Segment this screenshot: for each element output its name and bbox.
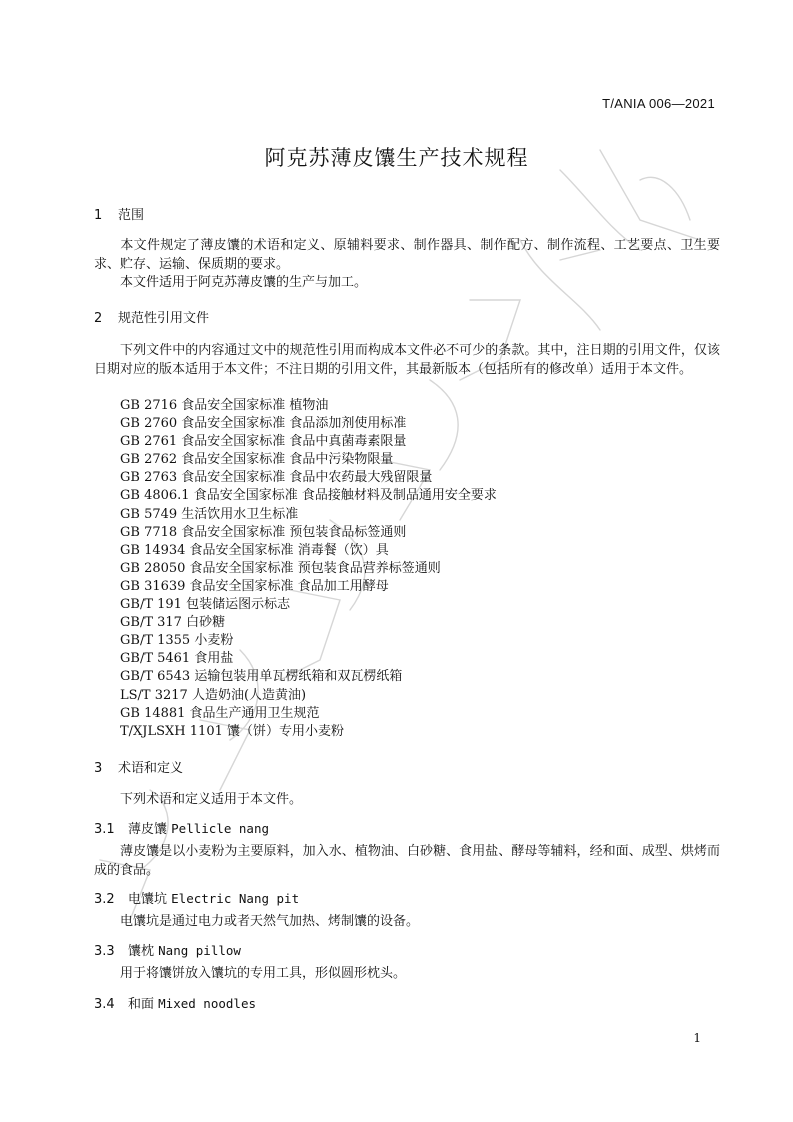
reference-item: T/XJLSXH 1101 馕（饼）专用小麦粉	[120, 723, 344, 739]
term-cn: 和面	[128, 997, 155, 1012]
reference-item: GB 2760 食品安全国家标准 食品添加剂使用标准	[120, 416, 407, 432]
term-en: Electric Nang pit	[171, 891, 300, 906]
term-en: Pellicle nang	[171, 821, 269, 836]
term-3-1-definition: 薄皮馕是以小麦粉为主要原料，加入水、植物油、白砂糖、食用盐、酵母等辅料，经和面、成型、烘烤而成的食品。	[94, 844, 720, 878]
reference-item: GB 7718 食品安全国家标准 预包装食品标签通则	[120, 524, 407, 540]
section-title: 规范性引用文件	[118, 311, 210, 326]
section-number: 1	[94, 208, 103, 223]
standard-code: T/ANIA 006—2021	[602, 96, 715, 111]
reference-item: GB 2763 食品安全国家标准 食品中农药最大残留限量	[120, 470, 433, 486]
term-3-1-heading	[94, 818, 269, 837]
reference-item: GB 5749 生活饮用水卫生标准	[120, 506, 299, 522]
term-number: 3.2	[94, 892, 115, 907]
reference-item: GB/T 317 白砂糖	[120, 615, 226, 631]
section-1-heading	[94, 204, 144, 223]
reference-item: GB/T 6543 运输包装用单瓦楞纸箱和双瓦楞纸箱	[120, 669, 403, 685]
term-number: 3.4	[94, 997, 115, 1012]
reference-item: GB 4806.1 食品安全国家标准 食品接触材料及制品通用安全要求	[120, 488, 497, 504]
reference-item: LS/T 3217 人造奶油(人造黄油)	[120, 687, 307, 703]
term-cn: 电馕坑	[128, 892, 168, 907]
reference-item: GB 14934 食品安全国家标准 消毒餐（饮）具	[120, 542, 389, 558]
term-3-3-heading	[94, 940, 241, 959]
term-3-2-definition: 电馕坑是通过电力或者天然气加热、烤制馕的设备。	[120, 914, 420, 929]
section-1-para-1: 本文件规定了薄皮馕的术语和定义、原辅料要求、制作器具、制作配方、制作流程、工艺要点、卫生要求、贮存、运输、保质期的要求。	[94, 238, 720, 272]
reference-item: GB 2716 食品安全国家标准 植物油	[120, 398, 329, 413]
term-3-4-heading	[94, 993, 256, 1012]
document-title: 阿克苏薄皮馕生产技术规程	[264, 146, 529, 170]
term-number: 3.1	[94, 822, 115, 837]
term-en: Mixed noodles	[158, 996, 256, 1011]
section-2-intro: 下列文件中的内容通过文中的规范性引用而构成本文件必不可少的条款。其中，注日期的引用文件，仅该日期对应的版本适用于本文件；不注日期的引用文件，其最新版本（包括所有的修改单）适用于本文件。	[94, 343, 720, 377]
section-3-heading	[94, 757, 183, 776]
section-title: 范围	[118, 208, 145, 223]
reference-item: GB/T 191 包装储运图示标志	[120, 597, 291, 613]
term-en: Nang pillow	[158, 943, 241, 958]
section-3-intro: 下列术语和定义适用于本文件。	[120, 792, 303, 807]
term-3-2-heading	[94, 888, 299, 907]
reference-item: GB 14881 食品生产通用卫生规范	[120, 705, 320, 721]
section-number: 2	[94, 311, 103, 326]
term-number: 3.3	[94, 944, 115, 959]
page-number: 1	[693, 1031, 701, 1045]
reference-item: GB 28050 食品安全国家标准 预包装食品营养标签通则	[120, 560, 441, 576]
reference-item: GB 2762 食品安全国家标准 食品中污染物限量	[120, 452, 394, 468]
term-3-3-definition: 用于将馕饼放入馕坑的专用工具，形似圆形枕头。	[120, 966, 407, 981]
section-title: 术语和定义	[118, 761, 184, 776]
reference-item: GB/T 1355 小麦粉	[120, 633, 234, 649]
section-1-para-2: 本文件适用于阿克苏薄皮馕的生产与加工。	[120, 275, 368, 290]
reference-item: GB 2761 食品安全国家标准 食品中真菌毒素限量	[120, 434, 407, 450]
section-2-heading	[94, 307, 209, 326]
term-cn: 薄皮馕	[128, 822, 168, 837]
term-cn: 馕枕	[128, 944, 155, 959]
reference-item: GB 31639 食品安全国家标准 食品加工用酵母	[120, 578, 389, 594]
section-number: 3	[94, 761, 103, 776]
reference-item: GB/T 5461 食用盐	[120, 651, 234, 667]
reference-list	[120, 397, 497, 741]
